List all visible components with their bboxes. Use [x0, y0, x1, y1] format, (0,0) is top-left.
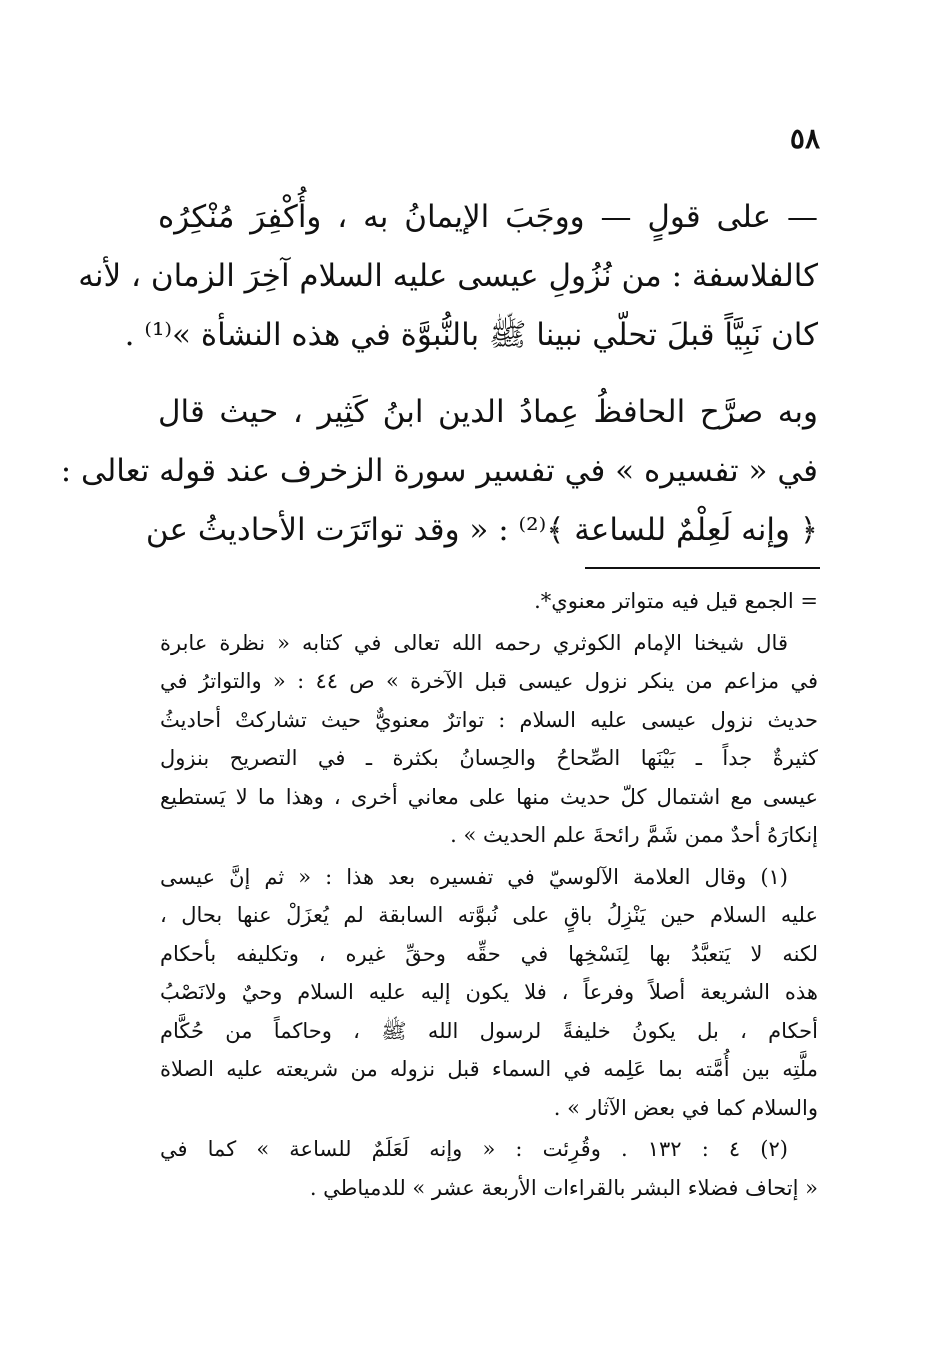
footnote-line: هذه الشريعة أصلاً وفرعاً ، فلا يكون إليه عليه السلام وحيٌ ولانَصْبُ: [160, 980, 818, 1004]
footnote-line: والسلام كما في بعض الآثار » .: [553, 1095, 818, 1120]
footnote-line: = الجمع قيل فيه متواتر معنوي*.: [534, 589, 818, 613]
footnote-line: إنكارَهُ أحدٌ ممن شَمَّ رائحةَ علم الحديث » .: [450, 823, 818, 847]
footnote-line: « إتحاف فضلاء البشر بالقراءات الأربعة عشر » للدمياطي .: [309, 1175, 818, 1200]
main-line: — على قولٍ — ووجَبَ الإيمانُ به ، وأُكْفِرَ مُنْكِرُه: [158, 199, 818, 235]
main-line: كالفلاسفة : من نُزُولِ عيسى عليه السلام آخِرَ الزمان ، لأنه: [78, 258, 818, 294]
footnote-line: عيسى مع اشتمال كلّ حديث منها على معاني أخرى ، وهذا ما لا يَستطيع: [160, 784, 818, 809]
footnote-line: حديث نزول عيسى عليه السلام : تواترٌ معنويٌّ حيث تشاركتْ أحاديثُ: [160, 707, 818, 732]
footnote-line: قال شيخنا الإمام الكوثري رحمه الله تعالى في كتابه « نظرة عابرة: [160, 630, 788, 655]
main-text: [60, 188, 818, 560]
main-line: وبه صرَّح الحافظُ عِمادُ الدين ابنُ كَثِير ، حيث قال: [158, 394, 818, 430]
footnote-line: (١) وقال العلامة الآلوسيّ في تفسيره بعد هذا : « ثم إنَّ عيسى: [160, 864, 788, 889]
footnote-line: (٢) ٤ : ١٣٢ . وقُرِئت : « وإنه لَعَلَمٌ للساعة » كما في: [160, 1137, 788, 1161]
footnote-line: في مزاعم من ينكر نزول عيسى قبل الآخرة » ص ٤٤ : « والتواترُ في: [160, 669, 818, 693]
main-line: ﴿ وإنه لَعِلْمٌ للساعة ﴾⁽²⁾ : « وقد تواتَرَت الأحاديثُ عن: [145, 512, 818, 548]
footnote-line: أحكام ، بل يكونُ خليفةً لرسول الله ﷺ ، وحاكماً من حُكَّام: [160, 1018, 818, 1043]
page-number: ٥٨: [789, 122, 820, 155]
footnote-line: كثيرةٌ جداً ـ بَيْنَها الصِّحاحُ والحِسانُ بكثرة ـ في التصريح بنزول: [160, 746, 818, 770]
footnotes: [160, 582, 818, 1207]
main-line: كان نَبِيَّاً قبلَ تحلّي نبينا ﷺ بالنُّبوَّة في هذه النشأة »⁽¹⁾ .: [124, 317, 818, 353]
footnote-line: ملَّتِه بين أُمَّته بما عَلِمه في السماء قبل نزوله من شريعته عليه الصلاة: [160, 1057, 818, 1081]
footnote-line: لكنه لا يَتعبَّدُ بها لِنَسْخِها في حقِّه وحقِّ غيره ، وتكليفه بأحكام: [160, 941, 818, 966]
footnote-separator: [585, 567, 820, 569]
main-line: في « تفسيره » في تفسير سورة الزخرف عند قوله تعالى :: [60, 453, 818, 489]
footnote-line: عليه السلام حين يَنْزِلُ باقٍ على نُبوَّته السابقة لم يُعزَلْ عنها بحال ،: [160, 903, 818, 927]
